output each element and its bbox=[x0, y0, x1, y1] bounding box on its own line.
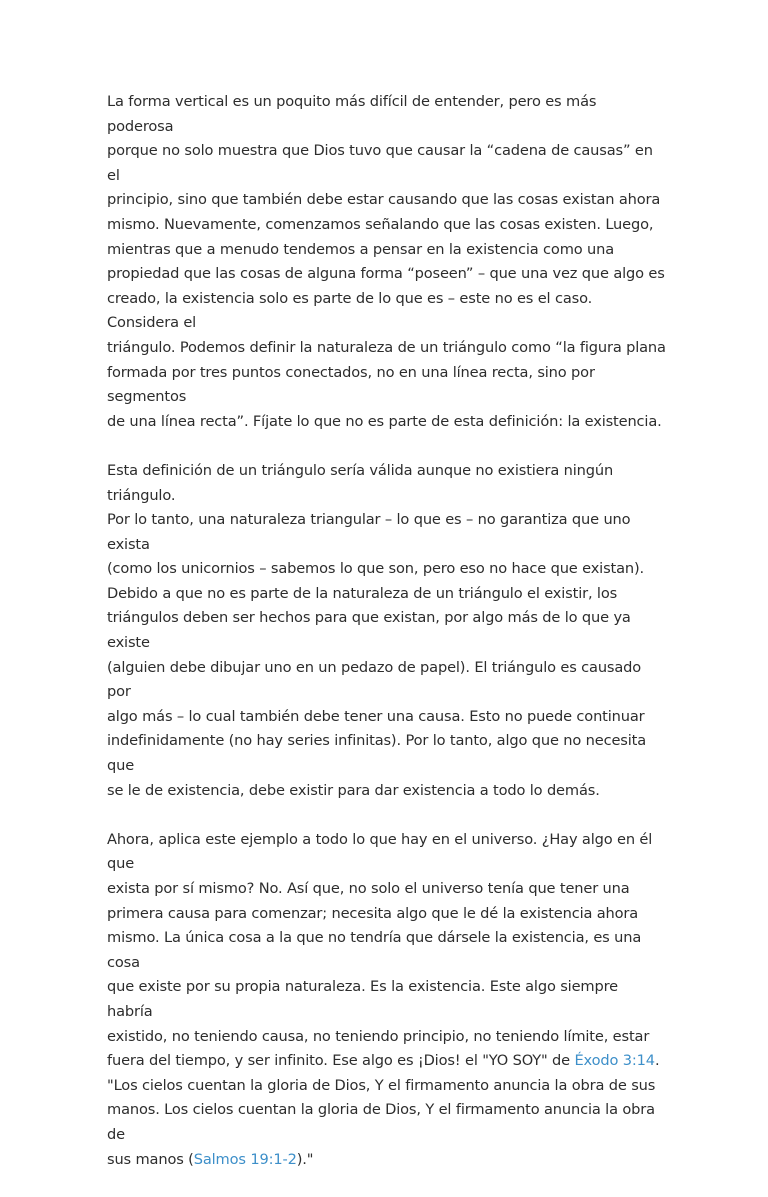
paragraph-3 bbox=[107, 828, 667, 1172]
exodo-reference-link[interactable]: Éxodo 3:14 bbox=[574, 1052, 655, 1070]
paragraph-3-text-middle: . "Los cielos cuentan la gloria de Dios, Y el firmamento anuncia la obra de sus manos. Los cielos cuentan la gloria de Dios, Y el firmamento anuncia la obra de sus manos ( bbox=[107, 1052, 660, 1168]
paragraph-3-text-start: Ahora, aplica este ejemplo a todo lo que hay en el universo. ¿Hay algo en él que exista por sí mismo? No. Así que, no solo el universo tenía que tener una primera causa para comenzar; necesita algo que le dé la existencia ahora mismo. La única cosa a la que no tendría que dársele la existencia, es una cosa que existe por su propia naturaleza. Es la existencia. Este algo siempre habría existido, no teniendo causa, no teniendo principio, no teniendo límite, estar fuera del tiempo, y ser infinito. Ese algo es ¡Dios! el "YO SOY" de bbox=[107, 830, 653, 1070]
paragraph-3-text-end: )." bbox=[296, 1150, 314, 1168]
salmos-reference-link[interactable]: Salmos 19:1-2 bbox=[193, 1150, 297, 1168]
paragraph-1: La forma vertical es un poquito más difícil de entender, pero es más poderosa porque no solo muestra que Dios tuvo que causar la “cadena de causas” en el principio, sino que también debe estar causando que las cosas existan ahora mismo. Nuevamente, comenzamos señalando que las cosas existen. Luego, mientras que a menudo tendemos a pensar en la existencia como una propiedad que las cosas de alguna forma “poseen” – que una vez que algo es creado, la existencia solo es parte de lo que es – este no es el caso. Considera el triángulo. Podemos definir la naturaleza de un triángulo como “la figura plana formada por tres puntos conectados, no en una línea recta, sino por segmentos de una línea recta”. Fíjate lo que no es parte de esta definición: la existencia. bbox=[107, 93, 666, 430]
paragraph-2: Esta definición de un triángulo sería válida aunque no existiera ningún triángulo. Por lo tanto, una naturaleza triangular – lo que es – no garantiza que uno exista (como los unicornios – sabemos lo que son, pero eso no hace que existan). Debido a que no es parte de la naturaleza de un triángulo el existir, los triángulos deben ser hechos para que existan, por algo más de lo que ya existe (alguien debe dibujar uno en un pedazo de papel). El triángulo es causado por algo más – lo cual también debe tener una causa. Esto no puede continuar indefinidamente (no hay series infinitas). Por lo tanto, algo que no necesita que se le de existencia, debe existir para dar existencia a todo lo demás. bbox=[107, 461, 647, 799]
article-body bbox=[107, 90, 667, 1197]
